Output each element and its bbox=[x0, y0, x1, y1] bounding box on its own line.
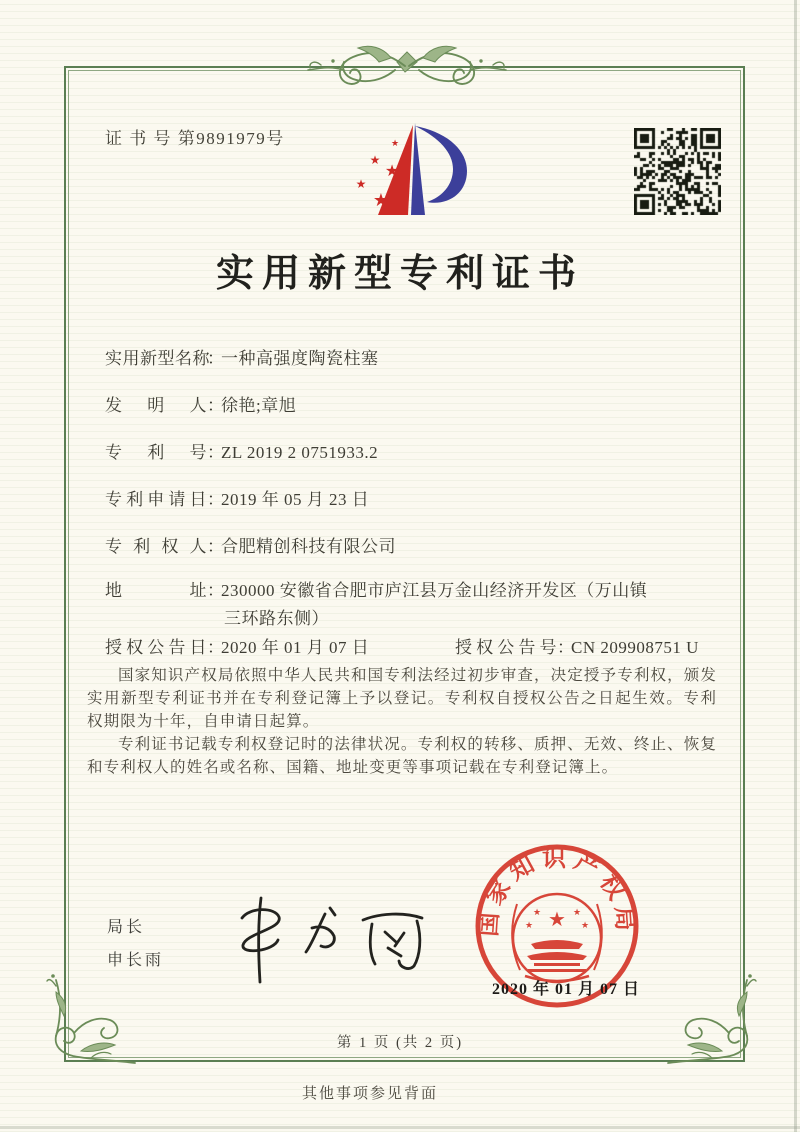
director-name: 申长雨 bbox=[107, 952, 165, 969]
national-emblem-icon bbox=[512, 894, 602, 982]
field-value: 2020 年 01 月 07 日 bbox=[221, 638, 370, 657]
field-value-line2: 三环路东侧） bbox=[224, 609, 329, 628]
field-colon: ： bbox=[207, 396, 225, 415]
svg-text:★: ★ bbox=[580, 920, 590, 930]
field-colon: ： bbox=[207, 490, 225, 509]
logo-star-icon: ★ bbox=[372, 190, 390, 210]
bottom-right-corner-flourish-ornament bbox=[662, 972, 757, 1072]
field-row-patent-number bbox=[105, 438, 378, 463]
field-colon: ： bbox=[207, 443, 225, 462]
field-row-address bbox=[105, 576, 647, 629]
certificate-title: 实用新型专利证书 bbox=[215, 253, 584, 295]
scan-edge-shadow-right bbox=[794, 0, 797, 1132]
field-label: 专利权人 bbox=[105, 537, 207, 556]
certificate-number: 证 书 号 第9891979号 bbox=[105, 129, 285, 148]
field-colon: ： bbox=[207, 537, 225, 556]
svg-text:★: ★ bbox=[548, 909, 566, 931]
top-border-flourish-ornament bbox=[287, 38, 527, 94]
field-label: 地址 bbox=[105, 581, 207, 600]
field-label: 专利申请日 bbox=[105, 490, 207, 509]
legal-paragraph-1: 国家知识产权局依照中华人民共和国专利法经过初步审查，决定授予专利权，颁发实用新型专利证书并在专利登记簿上予以登记。专利权自授权公告之日起生效。专利权期限为十年，自申请日起算。 bbox=[87, 667, 717, 730]
field-value: 徐艳;章旭 bbox=[221, 396, 297, 415]
field-row-filing-date bbox=[105, 485, 369, 510]
field-colon: ： bbox=[207, 349, 225, 368]
cnipa-logo-icon bbox=[345, 118, 475, 220]
field-row-inventors bbox=[105, 391, 296, 416]
field-colon: ： bbox=[557, 638, 575, 657]
logo-star-icon: ★ bbox=[369, 153, 381, 167]
scan-edge-shadow-bottom bbox=[0, 1126, 800, 1129]
legal-paragraph-2: 专利证书记载专利权登记时的法律状况。专利权的转移、质押、无效、终止、恢复和专利权人的姓名或名称、国籍、地址变更等事项记载在专利登记簿上。 bbox=[87, 736, 717, 776]
seal-text: 国家知识产权局 bbox=[476, 846, 638, 938]
director-title: 局长 bbox=[107, 919, 146, 936]
field-label: 发明人 bbox=[105, 396, 207, 415]
field-value: ZL 2019 2 0751933.2 bbox=[221, 443, 379, 462]
field-value: 一种高强度陶瓷柱塞 bbox=[221, 349, 379, 368]
seal-date: 2020 年 01 月 07 日 bbox=[492, 981, 641, 998]
logo-star-icon: ★ bbox=[384, 163, 400, 180]
field-value: CN 209908751 U bbox=[571, 638, 699, 657]
field-value: 2019 年 05 月 23 日 bbox=[221, 490, 370, 509]
field-label: 授权公告日 bbox=[105, 638, 207, 657]
field-row-grant bbox=[105, 633, 699, 658]
back-side-note: 其他事项参见背面 bbox=[301, 1086, 438, 1102]
svg-text:★: ★ bbox=[524, 920, 534, 930]
director-signature-handwriting bbox=[228, 888, 433, 988]
field-value: 230000 安徽省合肥市庐江县万金山经济开发区（万山镇 bbox=[221, 581, 648, 600]
logo-star-icon: ★ bbox=[355, 177, 367, 191]
field-pair-grant-number bbox=[455, 633, 699, 658]
field-label: 实用新型名称 bbox=[105, 349, 210, 368]
page-number: 第 1 页 (共 2 页) bbox=[336, 1035, 464, 1051]
legal-body-text bbox=[87, 664, 717, 779]
field-colon: ： bbox=[207, 581, 225, 600]
svg-text:★: ★ bbox=[532, 907, 542, 917]
svg-text:★: ★ bbox=[572, 907, 582, 917]
field-row-utility-model-name bbox=[105, 344, 379, 369]
bottom-left-corner-flourish-ornament bbox=[46, 972, 141, 1072]
field-colon: ： bbox=[207, 638, 225, 657]
field-value: 合肥精创科技有限公司 bbox=[221, 537, 396, 556]
field-row-patentee bbox=[105, 532, 396, 557]
logo-star-icon: ★ bbox=[390, 138, 400, 148]
field-label: 专利号 bbox=[105, 443, 207, 462]
field-label: 授权公告号 bbox=[455, 638, 557, 657]
qr-code bbox=[634, 128, 721, 215]
